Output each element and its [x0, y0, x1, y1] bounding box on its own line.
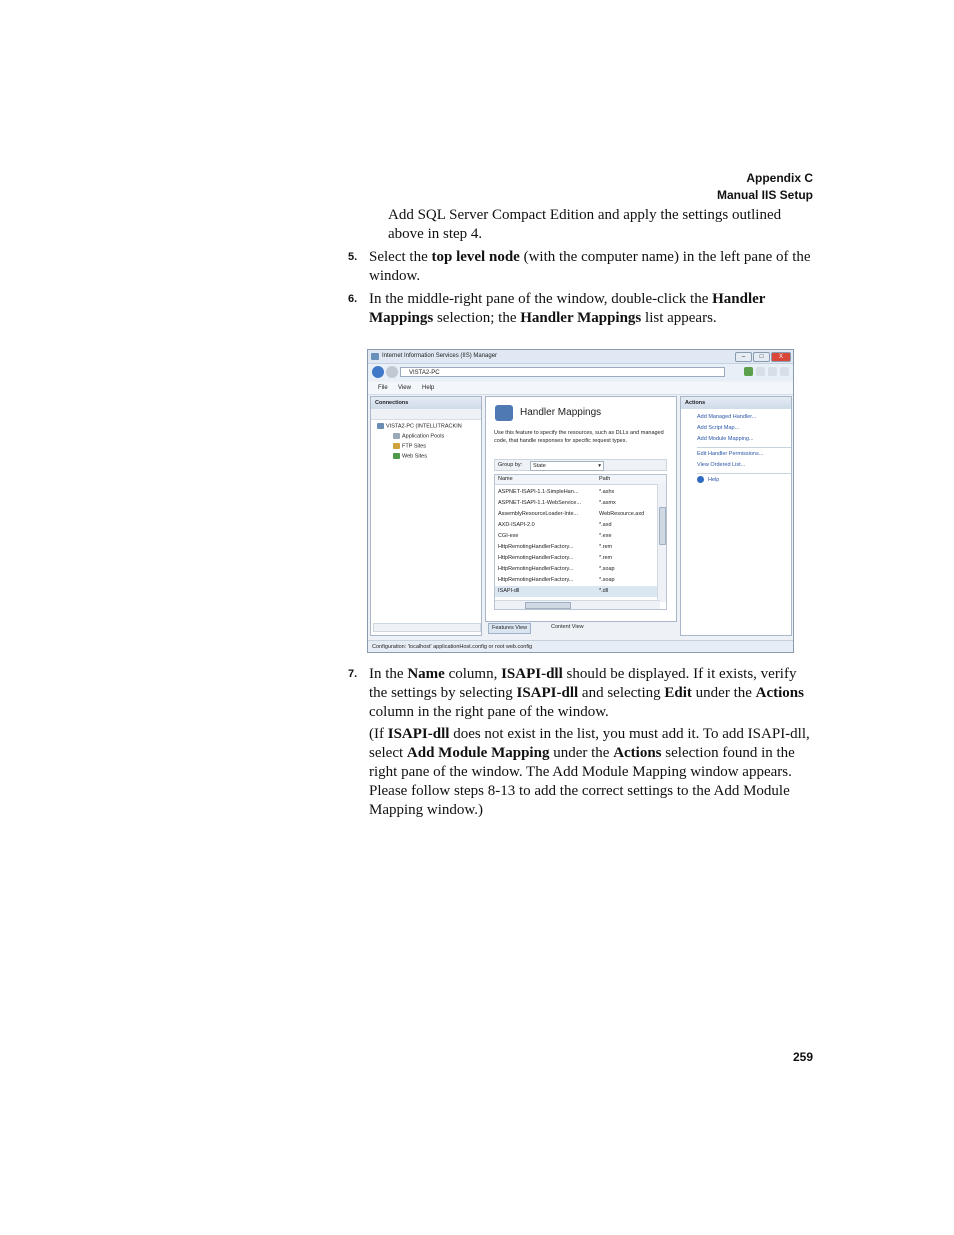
web-sites-icon [393, 453, 400, 459]
maximize-button[interactable]: □ [753, 352, 770, 362]
action-add-module-mapping[interactable]: Add Module Mapping... [697, 436, 754, 442]
feature-pane [485, 396, 677, 622]
action-add-managed-handler[interactable]: Add Managed Handler... [697, 414, 757, 420]
help-icon [697, 476, 704, 483]
table-row[interactable]: AXD-ISAPI-2.0 *.axd [498, 522, 612, 528]
tree-node-server[interactable]: VISTA2-PC (INTELLITRACKIN [377, 423, 462, 429]
column-header-path[interactable]: Path [599, 476, 611, 482]
table-row[interactable]: ASPNET-ISAPI-1.1-WebService... *.asmx [498, 500, 616, 506]
menu-view[interactable]: View [398, 385, 411, 391]
page-number: 259 [792, 1050, 813, 1064]
table-row-selected[interactable]: ISAPI-dll *.dll [495, 586, 659, 597]
iis-app-icon [371, 353, 379, 360]
table-header [495, 475, 666, 485]
scroll-thumb[interactable] [525, 602, 571, 609]
step-number: 5. [348, 251, 358, 263]
action-edit-handler-permissions[interactable]: Edit Handler Permissions... [697, 451, 764, 457]
status-bar: Configuration: 'localhost' applicationHost.config or root web.config [368, 640, 793, 652]
column-header-name[interactable]: Name [498, 476, 513, 482]
connections-toolbar [371, 409, 481, 420]
ftp-sites-icon [393, 443, 400, 449]
step-7-text: In the Name column, ISAPI-dll should be displayed. If it exists, verify the settings by selecting ISAPI-dll and selecting Edit under the Actions column in the right pane of the window. [369, 666, 804, 720]
tab-features-view[interactable]: Features View [488, 623, 531, 634]
tree-node-app-pools[interactable]: Application Pools [393, 433, 444, 439]
feature-title: Handler Mappings [520, 407, 602, 418]
actions-pane [680, 396, 792, 636]
handler-mappings-table [494, 474, 667, 610]
home-icon[interactable] [768, 367, 777, 376]
step-7-note: (If ISAPI-dll does not exist in the list, you must add it. To add ISAPI-dll, select Add Module Mapping under the Actions selection found in the right pane of the window. The Add Module Mapping window appears. Please follow steps 8-13 to add the correct settings to the Add Module Mapping window.) [369, 726, 810, 818]
go-icon[interactable] [744, 367, 753, 376]
tree-node-ftp-sites[interactable]: FTP Sites [393, 443, 426, 449]
table-row[interactable]: HttpRemotingHandlerFactory... *.soap [498, 566, 615, 572]
table-row[interactable]: HttpRemotingHandlerFactory... *.rem [498, 544, 613, 550]
handler-mappings-icon [495, 405, 513, 421]
forward-arrow-icon[interactable] [386, 366, 398, 378]
back-arrow-icon[interactable] [372, 366, 384, 378]
running-header-appendix: Appendix C [746, 171, 813, 185]
table-vertical-scrollbar[interactable] [657, 484, 666, 602]
step-number: 6. [348, 293, 358, 305]
help-icon[interactable] [780, 367, 789, 376]
actions-header: Actions [681, 397, 791, 409]
group-by-label: Group by: [498, 462, 523, 468]
close-button[interactable]: X [771, 352, 791, 362]
address-bar[interactable] [400, 367, 725, 377]
feature-description: Use this feature to specify the resources, such as DLLs and managed code, that handle responses for specific request types. [494, 430, 664, 444]
action-view-ordered-list[interactable]: View Ordered List... [697, 462, 746, 468]
connections-header: Connections [371, 397, 481, 409]
step-number: 7. [348, 668, 358, 680]
table-row[interactable]: AssemblyResourceLoader-Inte... WebResource.axd [498, 511, 645, 517]
connections-scrollbar[interactable] [373, 623, 481, 632]
connections-pane [370, 396, 482, 636]
running-header-section: Manual IIS Setup [716, 188, 813, 202]
step-6-text: In the middle-right pane of the window, double-click the Handler Mappings selection; the Handler Mappings list appears. [369, 291, 766, 326]
action-add-script-map[interactable]: Add Script Map... [697, 425, 740, 431]
navigation-bar [368, 364, 793, 381]
scroll-thumb[interactable] [659, 507, 666, 545]
action-help[interactable]: Help [697, 476, 719, 483]
step-5-text: Select the top level node (with the computer name) in the left pane of the window. [369, 249, 811, 284]
table-horizontal-scrollbar[interactable] [495, 600, 660, 609]
title-bar [368, 350, 793, 364]
app-pools-icon [393, 433, 400, 439]
stop-icon[interactable] [756, 367, 765, 376]
chevron-down-icon: ▾ [598, 463, 601, 469]
table-row[interactable]: HttpRemotingHandlerFactory... *.soap [498, 577, 615, 583]
tree-node-web-sites[interactable]: Web Sites [393, 453, 427, 459]
group-by-bar [494, 459, 667, 471]
server-icon [377, 423, 384, 429]
intro-paragraph: Add SQL Server Compact Edition and apply the settings outlined above in step 4. [388, 207, 782, 242]
iis-manager-screenshot [367, 349, 794, 653]
menu-help[interactable]: Help [422, 385, 435, 391]
table-row[interactable]: HttpRemotingHandlerFactory... *.rem [498, 555, 613, 561]
actions-divider [697, 473, 791, 474]
actions-divider [697, 447, 791, 448]
address-text: VISTA2-PC [409, 370, 440, 376]
table-row[interactable]: ASPNET-ISAPI-1.1-SimpleHan... *.ashx [498, 489, 615, 495]
window-title: Internet Information Services (IIS) Manager [382, 353, 498, 359]
group-by-select[interactable]: State ▾ [530, 461, 604, 471]
minimize-button[interactable]: – [735, 352, 752, 362]
tab-content-view[interactable]: Content View [551, 624, 584, 630]
table-row[interactable]: CGI-exe *.exe [498, 533, 612, 539]
menu-bar [368, 382, 793, 395]
menu-file[interactable]: File [378, 385, 388, 391]
